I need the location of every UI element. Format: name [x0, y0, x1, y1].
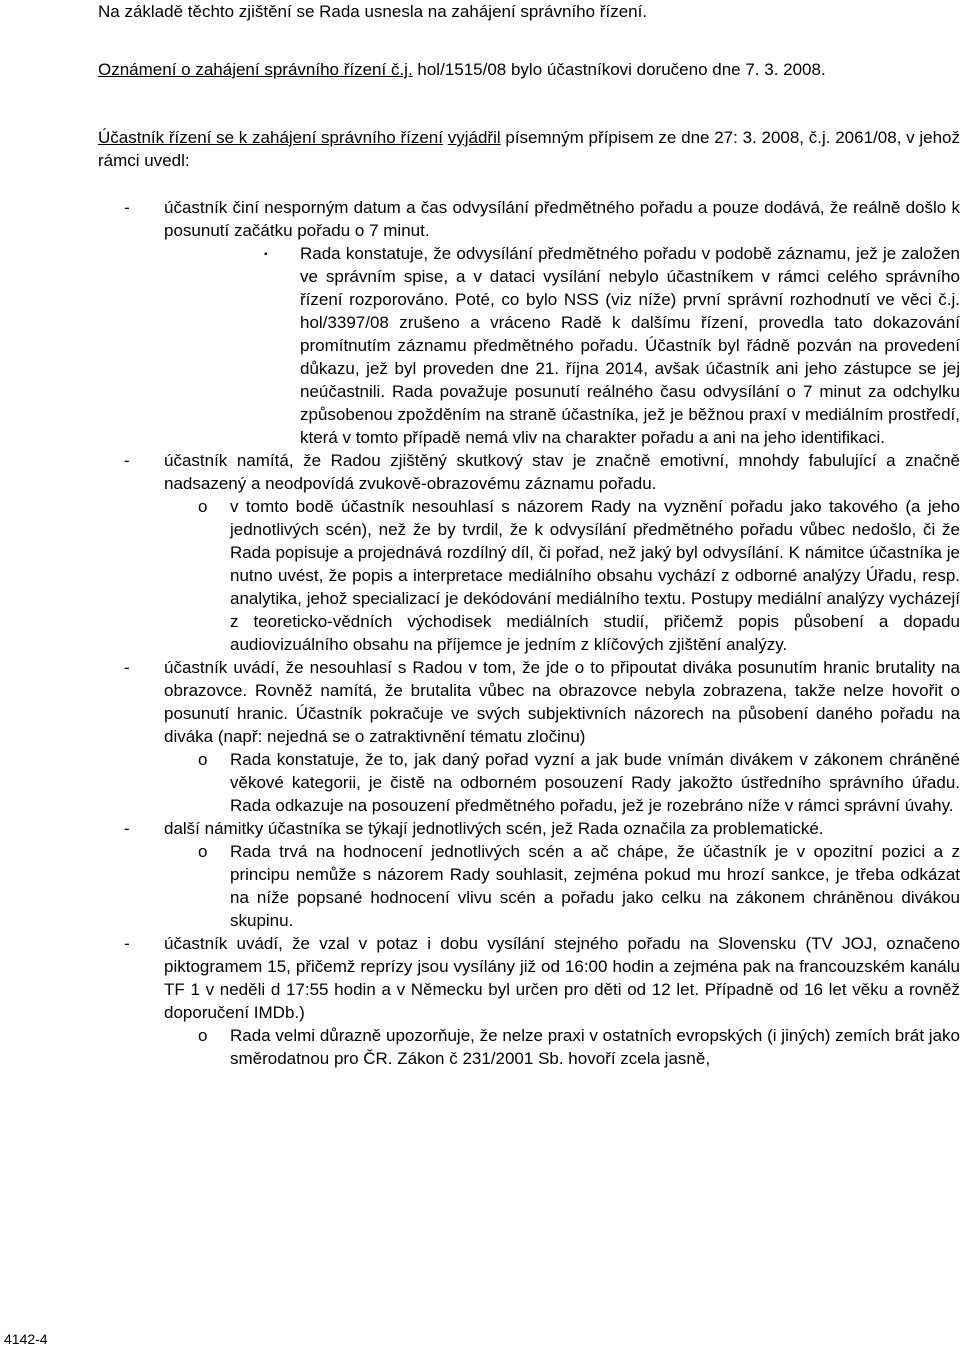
list-item-text: účastník uvádí, že vzal v potaz i dobu vysílání stejného pořadu na Slovensku (TV JOJ, označeno piktogramem 15, přičemž reprízy jsou vysílány již od 16:00 hodin a zejména pak na francouzském kanálu TF 1 v neděli d 17:55 hodin a v Německu byl určen pro děti od 12 let. Případně od 16 let věku a rovněž doporučení IMDb.): [164, 934, 960, 1022]
list-item-text: účastník činí nesporným datum a čas odvysílání předmětného pořadu a pouze dodává, že reálně došlo k posunutí začátku pořadu o 7 minut.: [164, 198, 960, 240]
list-item: [98, 242, 960, 449]
dash-bullet: -: [124, 658, 130, 677]
circle-bullet-icon: o: [198, 842, 208, 861]
objection-list: [98, 196, 960, 1070]
list-item-text: Rada konstatuje, že to, jak daný pořad vyzní a jak bude vnímán divákem v zákonem chráněné věkové kategorii, je čistě na odborném posouzení Rady jakožto ústředního správního úřadu. Rada odkazuje na posouzení předmětného pořadu, jež je rozebráno níže v rámci správní úvahy.: [230, 750, 960, 815]
list-item: [98, 495, 960, 656]
statement-link-2[interactable]: vyjádřil: [447, 128, 501, 147]
list-item-text: Rada trvá na hodnocení jednotlivých scén a ač chápe, že účastník je v opozitní pozici a z principu nemůže s názorem Rady souhlasit, zejména pokud mu hrozí sankce, je třeba odkázat na níže popsané hodnocení vlivu scén a pořadu jako celku na zákonem chráněnou divákou skupinu.: [230, 842, 960, 930]
statement-text: písemným přípisem ze dne 27: 3. 2008, č.j. 2061/08, v jehož rámci uvedl:: [98, 128, 960, 170]
circle-bullet-icon: o: [198, 750, 208, 769]
list-item-text: v tomto bodě účastník nesouhlasí s názorem Rady na vyznění pořadu jako takového (a jeho jednotlivých scén), než že by tvrdil, že k odvysílání předmětného pořadu vůbec nedošlo, či že Rada popisuje a projednává rozdílný díl, či pořad, než jaký byl odvysílání. K námitce účastníka je nutno uvést, že popis a interpretace mediálního obsahu vychází z odborné analýzy Úřadu, resp. analytika, jehož specializací je dekódování mediálního textu. Postupy mediální analýzy vycházejí z teoreticko-vědních východisek mediálních studií, přičemž popis působení a dopadu audiovizuálního obsahu na příjemce je jedním z klíčových zjištění analýzy.: [230, 497, 960, 654]
dash-bullet: -: [124, 934, 130, 953]
list-item: [98, 932, 960, 1024]
list-item-text: Rada konstatuje, že odvysílání předmětného pořadu v podobě záznamu, jež je založen ve správním spise, a v dataci vysílání nebylo účastníkem v rámci celého správního řízení rozporováno. Poté, co bylo NSS (viz níže) první správní rozhodnutí ve věci č.j. hol/3397/08 zrušeno a vráceno Radě k dalšímu řízení, provedla tato dokazování promítnutím záznamu předmětného pořadu. Účastník byl řádně pozván na provedení důkazu, jež byl proveden dne 21. října 2014, avšak účastník ani jeho zástupce se jej neúčastnili. Rada považuje posunutí reálného času odvysílání o 7 minut za odchylku způsobenou zpožděním na straně účastníka, jež je běžnou praxí v mediálním prostředí, která v tomto případě nemá vliv na charakter pořadu a ani na jeho identifikaci.: [300, 244, 960, 447]
page-number: 4142-4: [4, 1331, 48, 1347]
list-item: [98, 449, 960, 495]
paragraph-notice: [98, 58, 960, 81]
list-item: [98, 748, 960, 817]
dash-bullet: -: [124, 451, 130, 470]
list-item-text: Rada velmi důrazně upozorňuje, že nelze praxi v ostatních evropských (i jiných) zemích brát jako směrodatnou pro ČR. Zákon č 231/2001 Sb. hovoří zcela jasně,: [230, 1026, 960, 1068]
list-item: [98, 840, 960, 932]
list-item: [98, 817, 960, 840]
list-item-text: účastník uvádí, že nesouhlasí s Radou v tom, že jde o to připoutat diváka posunutím hranic brutality na obrazovce. Rovněž namítá, že brutalita vůbec na obrazovce nebyla zobrazena, takže nelze hovořit o posunutí hranic. Účastník pokračuje ve svých subjektivních názorech na působení daného pořadu na diváka (např: nejedná se o zatraktivnění tématu zločinu): [164, 658, 960, 746]
notice-text: hol/1515/08 bylo účastníkovi doručeno dne 7. 3. 2008.: [412, 60, 826, 79]
paragraph-statement: [98, 126, 960, 172]
notice-link[interactable]: Oznámení o zahájení správního řízení č.j.: [98, 60, 413, 79]
square-bullet-icon: ▪: [264, 249, 268, 260]
list-item-text: účastník namítá, že Radou zjištěný skutkový stav je značně emotivní, mnohdy fabulující a značně nadsazený a neodpovídá zvukově-obrazovému záznamu pořadu.: [164, 451, 960, 493]
list-item: [98, 1024, 960, 1070]
list-item: [98, 656, 960, 748]
dash-bullet: -: [124, 819, 130, 838]
paragraph-intro: Na základě těchto zjištění se Rada usnesla na zahájení správního řízení.: [98, 2, 648, 21]
statement-link-1[interactable]: Účastník řízení se k zahájení správního řízení: [98, 128, 443, 147]
dash-bullet: -: [124, 198, 130, 217]
circle-bullet-icon: o: [198, 497, 208, 516]
circle-bullet-icon: o: [198, 1026, 208, 1045]
list-item-text: další námitky účastníka se týkají jednotlivých scén, jež Rada označila za problematické.: [164, 819, 824, 838]
list-item: [98, 196, 960, 242]
